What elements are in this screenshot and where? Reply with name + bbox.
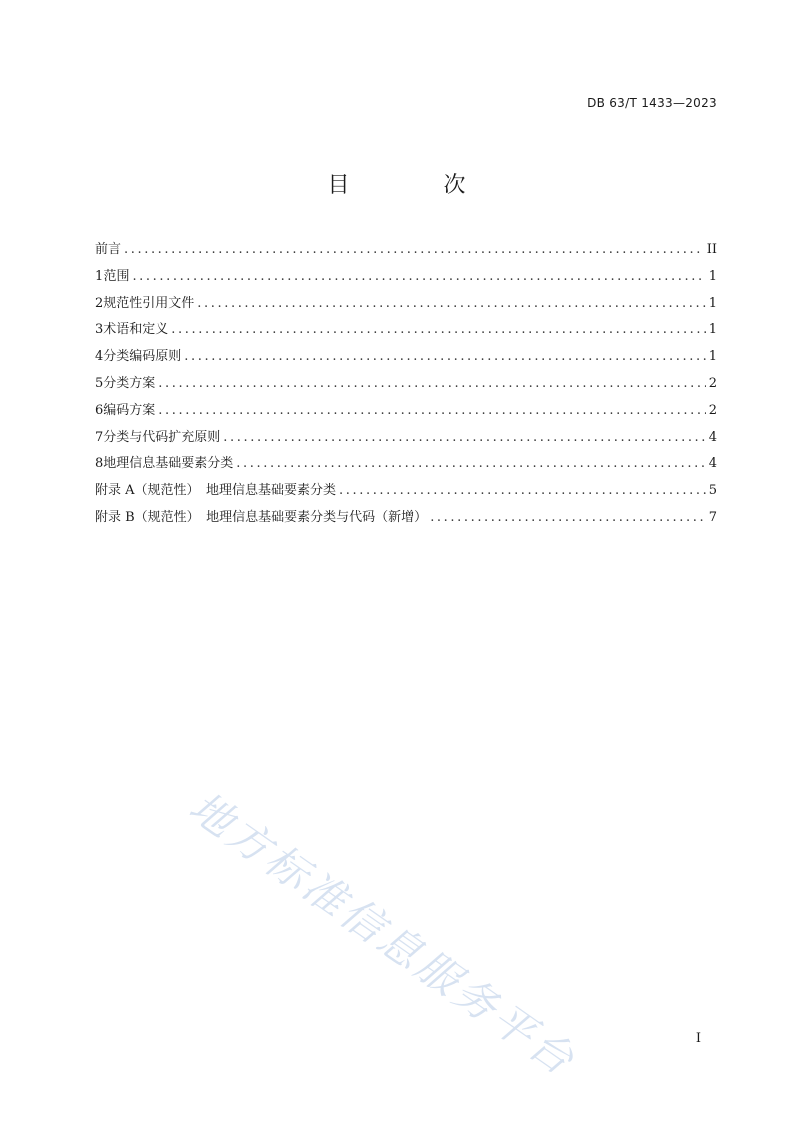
toc-entry-4[interactable]: [95, 345, 717, 372]
watermark: 地方标准信息服务平台: [180, 781, 586, 1086]
toc-entry-6[interactable]: [95, 399, 717, 426]
toc-entry-page: 1: [708, 268, 717, 284]
toc-entry-page: 2: [708, 402, 717, 418]
toc-entry-page: 5: [708, 483, 717, 499]
toc-entry-label: 范围: [103, 268, 130, 284]
toc-entry-label: 规范性引用文件: [103, 295, 195, 311]
toc-entry-page: 4: [708, 456, 717, 472]
toc-leader-dots: [158, 376, 705, 391]
toc-entry-number: 4: [95, 349, 104, 365]
page-title: 目 次: [327, 173, 502, 198]
toc-leader-dots: [430, 510, 706, 525]
toc-entry-number: 6: [95, 402, 104, 418]
toc-entry-label: 编码方案: [103, 402, 156, 418]
toc-entry-number: 2: [95, 295, 104, 311]
toc-entry-5[interactable]: [95, 372, 717, 399]
toc-leader-dots: [171, 322, 705, 337]
toc-leader-dots: [158, 403, 705, 418]
toc-entry-label: 术语和定义: [103, 322, 169, 338]
toc-entry-page: 1: [708, 349, 717, 365]
toc-entry-7[interactable]: [95, 426, 717, 453]
toc-leader-dots: [236, 456, 705, 471]
toc-entry-label: 地理信息基础要素分类: [103, 456, 234, 472]
toc-entry-3[interactable]: [95, 318, 717, 345]
toc-entry-1[interactable]: [95, 265, 717, 292]
standard-code: DB 63/T 1433—2023: [587, 96, 717, 110]
toc-entry-label: 附录 A（规范性） 地理信息基础要素分类: [95, 483, 337, 499]
toc-entry-page: 1: [708, 295, 717, 311]
toc-leader-dots: [184, 349, 705, 364]
toc-entry-label: 分类编码原则: [103, 349, 182, 365]
page-number: I: [695, 1031, 701, 1046]
toc-leader-dots: [132, 269, 705, 284]
toc-leader-dots: [197, 296, 705, 311]
toc-entry-8[interactable]: [95, 452, 717, 479]
toc-entry-preface[interactable]: [95, 238, 717, 265]
toc-entry-label: 分类方案: [103, 375, 156, 391]
toc-entry-number: 3: [95, 322, 104, 338]
toc-entry-2[interactable]: [95, 292, 717, 319]
toc-entry-label: 附录 B（规范性） 地理信息基础要素分类与代码（新增）: [95, 509, 428, 525]
toc-entry-appendix-a[interactable]: [95, 479, 717, 506]
toc-leader-dots: [339, 483, 706, 498]
toc-entry-number: 8: [95, 456, 104, 472]
toc-entry-label: 前言: [95, 242, 122, 257]
toc-leader-dots: [223, 430, 705, 445]
toc-entry-page: 2: [708, 375, 717, 391]
toc-entry-page: 7: [708, 509, 717, 525]
toc-entry-page: II: [706, 242, 717, 257]
table-of-contents: [95, 238, 717, 533]
toc-leader-dots: [124, 242, 704, 257]
toc-entry-page: 1: [708, 322, 717, 338]
toc-entry-appendix-b[interactable]: [95, 506, 717, 533]
toc-entry-number: 5: [95, 375, 104, 391]
toc-entry-number: 7: [95, 429, 104, 445]
toc-entry-number: 1: [95, 268, 104, 284]
toc-entry-label: 分类与代码扩充原则: [103, 429, 221, 445]
toc-entry-page: 4: [708, 429, 717, 445]
